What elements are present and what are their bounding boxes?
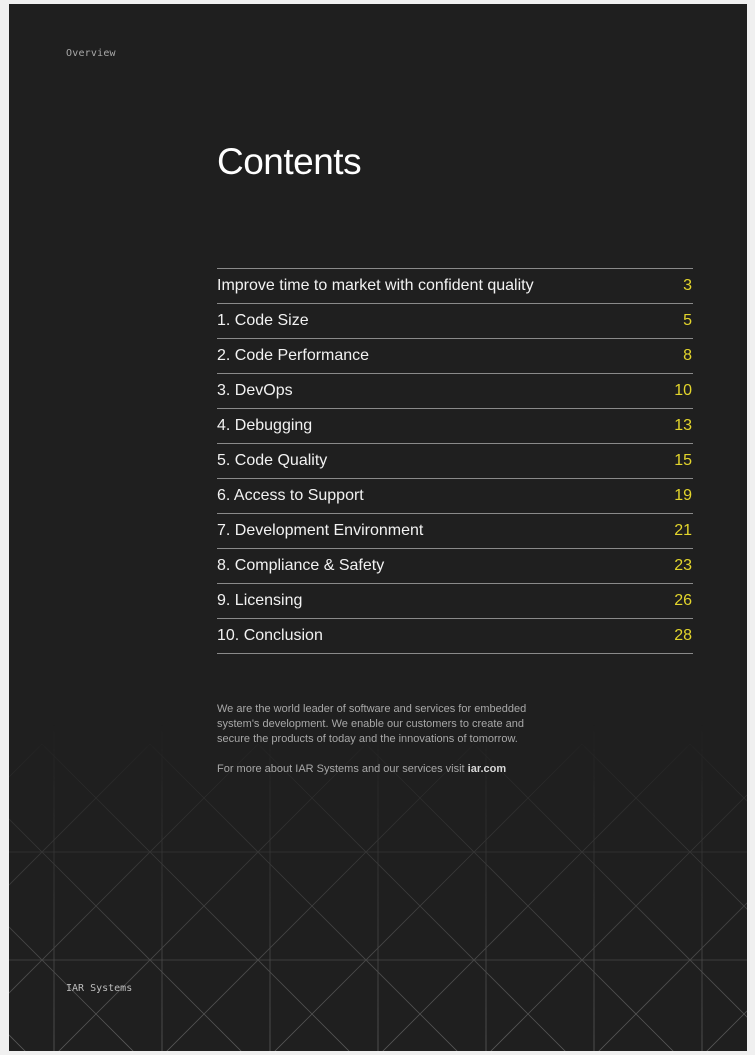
toc-entry[interactable] [217, 619, 693, 654]
about-section [217, 702, 547, 777]
toc-entry-label: 7. Development Environment [217, 522, 424, 539]
toc-entry-label: 8. Compliance & Safety [217, 557, 385, 574]
toc-entry-label: 9. Licensing [217, 592, 303, 609]
more-info-text: For more about IAR Systems and our services visit [217, 763, 468, 775]
toc-entry[interactable] [217, 409, 693, 444]
toc-entry[interactable] [217, 304, 693, 339]
toc-entry-label: 4. Debugging [217, 417, 313, 434]
footer-brand: IAR Systems [66, 983, 133, 994]
page-title: Contents [217, 141, 362, 182]
toc-entry-page: 15 [674, 452, 692, 469]
toc-entry-page: 19 [674, 487, 692, 504]
more-info [217, 762, 547, 777]
toc-entry-label: 5. Code Quality [217, 452, 328, 469]
toc-entry-label: 10. Conclusion [217, 627, 323, 644]
toc-entry[interactable] [217, 549, 693, 584]
toc-entry[interactable] [217, 269, 693, 304]
toc-entry-label: 3. DevOps [217, 382, 293, 399]
toc-entry-label: 6. Access to Support [217, 487, 364, 504]
toc-entry-page: 8 [683, 347, 692, 364]
toc-entry-page: 5 [683, 312, 692, 329]
toc-entry-page: 21 [674, 522, 692, 539]
toc-entry-page: 10 [674, 382, 692, 399]
table-of-contents [217, 268, 693, 654]
toc-entry[interactable] [217, 374, 693, 409]
website-link[interactable]: iar.com [467, 763, 507, 775]
document-page [9, 4, 747, 1051]
toc-entry[interactable] [217, 584, 693, 619]
toc-entry-label: 1. Code Size [217, 312, 309, 329]
toc-entry-page: 3 [683, 277, 692, 294]
toc-entry[interactable] [217, 479, 693, 514]
toc-entry-label: Improve time to market with confident quality [217, 277, 534, 294]
section-label: Overview [66, 48, 116, 59]
about-description: We are the world leader of software and services for embedded system's development. We enable our customers to create and secure the products of today and the innovations of tomorrow. [217, 703, 527, 745]
toc-entry-label: 2. Code Performance [217, 347, 370, 364]
toc-entry[interactable] [217, 514, 693, 549]
toc-entry-page: 28 [674, 627, 692, 644]
toc-entry[interactable] [217, 444, 693, 479]
toc-entry-page: 13 [674, 417, 692, 434]
toc-entry-page: 23 [674, 557, 692, 574]
toc-entry-page: 26 [674, 592, 692, 609]
toc-entry[interactable] [217, 339, 693, 374]
